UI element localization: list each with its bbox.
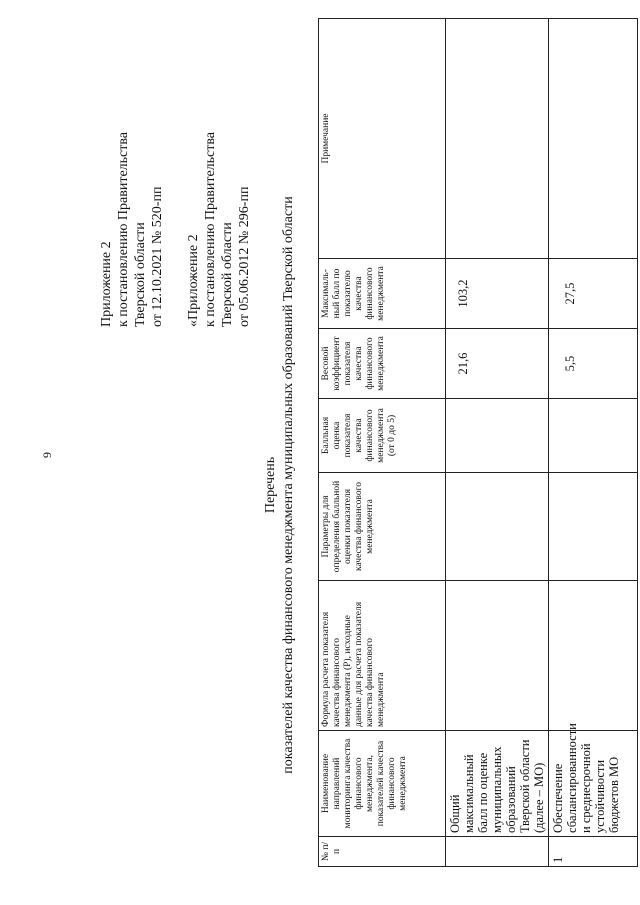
document-title: Перечень bbox=[263, 456, 278, 514]
row-formula-cell bbox=[446, 581, 549, 731]
indicators-table bbox=[318, 18, 638, 867]
row-formula-cell bbox=[549, 581, 638, 731]
appendix-new-line: от 12.10.2021 № 520-пп bbox=[150, 186, 165, 327]
appendix-new-line: к постановлению Правительства bbox=[116, 131, 131, 327]
row-params-cell bbox=[446, 473, 549, 581]
appendix-old-line: Тверской области bbox=[220, 222, 235, 327]
row-num-cell: 1 bbox=[549, 837, 638, 867]
header-cell: Максималь-ный балл по показателю качества финансового менеджмента bbox=[319, 259, 446, 329]
appendix-old-block bbox=[185, 132, 253, 327]
row-note-cell bbox=[549, 19, 638, 259]
page-number: 9 bbox=[40, 452, 54, 458]
header-cell: № п/п bbox=[319, 837, 446, 867]
row-score-cell bbox=[446, 399, 549, 473]
header-cell: Формула расчета показателя качества финансового менеджмента (P), исходные данные для расчета показателя качества финансового менеджмента bbox=[319, 581, 446, 731]
appendix-new-line: Тверской области bbox=[133, 222, 148, 327]
document-subtitle: показателей качества финансового менеджмента муниципальных образований Тверской области bbox=[281, 196, 296, 774]
table-row bbox=[446, 19, 549, 867]
appendix-old-line: «Приложение 2 bbox=[186, 234, 201, 327]
row-params-cell bbox=[549, 473, 638, 581]
row-max-cell: 27,5 bbox=[549, 259, 638, 329]
appendix-new-line: Приложение 2 bbox=[99, 241, 114, 327]
row-score-cell bbox=[549, 399, 638, 473]
header-cell: Примечание bbox=[319, 19, 446, 259]
row-max-cell: 103,2 bbox=[446, 259, 549, 329]
table-row bbox=[549, 19, 638, 867]
header-cell: Наименование направлений мониторинга качества финансового менеджмента, показателей качества финансового менеджмента bbox=[319, 731, 446, 837]
header-cell: Параметры для определения балльной оценки показателя качества финансового менеджмента bbox=[319, 473, 446, 581]
header-cell: Весовой коэффициент показателя качества финансового менеджмента bbox=[319, 329, 446, 399]
row-num-cell bbox=[446, 837, 549, 867]
row-weight-cell: 5,5 bbox=[549, 329, 638, 399]
table-header-row bbox=[319, 19, 446, 867]
row-name-cell: Обеспечение сбалансированности и среднесрочной устойчивости бюджетов МО bbox=[549, 731, 638, 837]
appendix-old-line: от 05.06.2012 № 296-пп bbox=[237, 186, 252, 327]
row-weight-cell: 21,6 bbox=[446, 329, 549, 399]
header-cell: Балльная оценка показателя качества финансового менеджмента (от 0 до 5) bbox=[319, 399, 446, 473]
appendix-new-block bbox=[98, 132, 166, 327]
appendix-old-line: к постановлению Правительства bbox=[203, 131, 218, 327]
row-name-cell: Общий максимальный балл по оценке муниципальных образований Тверской области (далее – МО) bbox=[446, 731, 549, 837]
row-note-cell bbox=[446, 19, 549, 259]
